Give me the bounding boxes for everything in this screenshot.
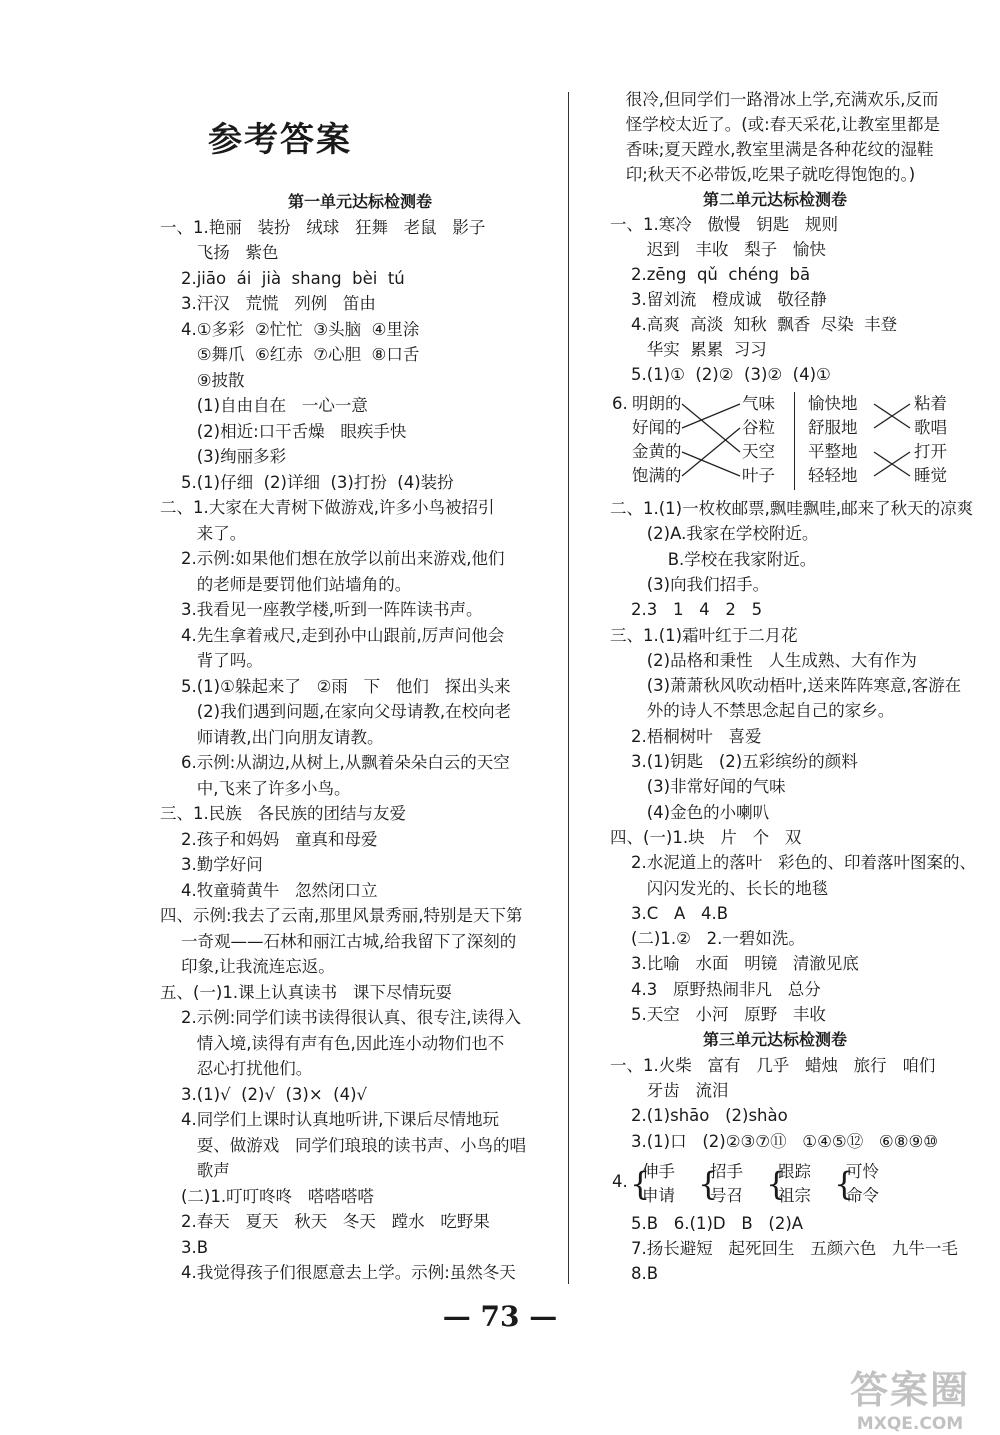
brace-icon: { (766, 1165, 787, 1203)
brace-word: 可怜 (846, 1162, 879, 1181)
brace-icon: { (698, 1165, 719, 1203)
answer-line: 迟到 丰收 梨子 愉快 (610, 240, 826, 259)
answer-line: 四、(一)1.块 片 个 双 (610, 827, 802, 847)
match-right-a: 叶子 (742, 466, 775, 485)
answer-line: 5.天空 小河 原野 丰收 (610, 1005, 826, 1024)
match-left-a: 饱满的 (632, 466, 682, 485)
answer-line: 二、1.(1)一枚枚邮票,飘哇飘哇,邮来了秋天的凉爽 (610, 499, 974, 518)
answer-line: 2.(1)shāo (2)shào (610, 1106, 788, 1126)
brace-word: 招手 (710, 1162, 743, 1181)
answer-line: 的老师是要罚他们站墙角的。 (160, 574, 412, 594)
answer-line: (1)自由自在 一心一意 (160, 396, 368, 415)
answer-line: 3.比喻 水面 明镜 清澈见底 (610, 954, 859, 974)
brace-pair (710, 1160, 743, 1208)
watermark-text: 答案圈 (849, 1368, 970, 1412)
answer-line: 2.春天 夏天 秋天 冬天 蹚水 吃野果 (160, 1212, 490, 1231)
match-left-a: 好闻的 (632, 418, 682, 437)
section-heading: 第一单元达标检测卷 (287, 192, 432, 211)
answer-line: 五、(一)1.课上认真读书 课下尽情玩耍 (160, 982, 452, 1002)
answer-line: 2.3 1 4 2 5 (610, 600, 763, 620)
answer-line: (3)绚丽多彩 (160, 447, 287, 466)
match-left-a: 金黄的 (632, 442, 682, 461)
answer-line: B.学校在我家附近。 (610, 549, 817, 569)
match-right-b: 打开 (914, 442, 947, 461)
answer-line: 一奇观——石林和丽江古城,给我留下了深刻的 (160, 931, 517, 951)
matching-separator (794, 392, 795, 490)
answer-line: (4)金色的小喇叭 (610, 802, 770, 822)
answer-line: 7.扬长避短 起死回生 五颜六色 九牛一毛 (610, 1239, 958, 1258)
answer-line: 背了吗。 (160, 651, 263, 670)
answer-line: 一、1.寒冷 傲慢 钥匙 规则 (610, 215, 838, 234)
answer-line: (二)1.② 2.一碧如洗。 (610, 929, 805, 949)
answer-line: 华实 累累 习习 (610, 340, 767, 359)
match-right-a: 谷粒 (742, 418, 775, 437)
match-left-b: 愉快地 (808, 394, 858, 413)
answer-line: 3.(1)口 (2)②③⑦⑪ ①④⑤⑫ ⑥⑧⑨⑩ (610, 1131, 939, 1151)
answer-line: 5.(1)①躲起来了 ②雨 下 他们 探出头来 (160, 676, 511, 696)
answer-line: 师请教,出门向朋友请教。 (160, 727, 384, 747)
watermark-url: MXQE.COM (856, 1414, 964, 1434)
answer-line: 6.示例:从湖边,从树上,从飘着朵朵白云的天空 (160, 753, 510, 772)
answer-line: 2.示例:如果他们想在放学以前出来游戏,他们 (160, 549, 505, 568)
section-heading: 第三单元达标检测卷 (702, 1030, 847, 1050)
brace-exercise (612, 1160, 912, 1210)
answer-line: 4.3 原野热闹非凡 总分 (610, 979, 821, 999)
answer-line: 情入境,读得有声有色,因此连小动物们也不 (160, 1033, 505, 1053)
answer-line: 四、示例:我去了云南,那里风景秀丽,特别是天下第 (160, 906, 523, 925)
answer-line: 忍心打扰他们。 (160, 1059, 313, 1078)
answer-line: 外的诗人不禁思念起自己的家乡。 (610, 701, 895, 721)
match-left-b: 舒服地 (808, 418, 858, 437)
matching-label: 6. (612, 394, 628, 413)
brace-word: 命令 (846, 1186, 879, 1205)
answer-line: 一、1.艳丽 装扮 绒球 狂舞 老鼠 影子 (160, 217, 486, 237)
answer-line: 3.留刘流 橙成诚 敬径静 (610, 290, 827, 309)
answer-line: 5.(1)① (2)② (3)② (4)① (610, 365, 831, 384)
brace-icon: { (834, 1165, 855, 1203)
answer-line: 5.(1)仔细 (2)详细 (3)打扮 (4)装扮 (160, 472, 454, 492)
answer-line: (2)我们遇到问题,在家向父母请教,在校向老 (160, 702, 512, 721)
answer-line: 2.示例:同学们读书读得很认真、很专注,读得入 (160, 1008, 522, 1027)
answer-line: (二)1.叮叮咚咚 嗒嗒嗒嗒 (160, 1186, 374, 1206)
answer-line: 8.B (610, 1264, 659, 1283)
answer-line: 4.牧童骑黄牛 忽然闭口立 (160, 880, 378, 900)
page-number: — 73 — (442, 1300, 558, 1333)
answer-line: (3)萧萧秋风吹动梧叶,送来阵阵寒意,客游在 (610, 676, 962, 696)
answer-line: 2.梧桐树叶 喜爱 (610, 726, 762, 746)
column-divider (568, 92, 569, 1284)
answer-line: 耍、做游戏 同学们琅琅的读书声、小鸟的唱 (160, 1135, 526, 1155)
answer-line: 3.(1)钥匙 (2)五彩缤纷的颜料 (610, 752, 858, 771)
answer-line: 4.同学们上课时认真地听讲,下课后尽情地玩 (160, 1110, 499, 1129)
brace-word: 申请 (642, 1186, 675, 1205)
brace-word: 伸手 (642, 1162, 675, 1181)
answer-line: 2.jiāo ái jià shang bèi tú (160, 268, 405, 288)
answer-line: 2.zēng qǔ chéng bā (610, 265, 811, 284)
answer-line: 3.B (160, 1237, 209, 1257)
answer-line: 2.孩子和妈妈 童真和母爱 (160, 829, 378, 849)
section-heading: 第二单元达标检测卷 (702, 190, 847, 209)
match-left-a: 明朗的 (632, 394, 682, 413)
answer-line: 牙齿 流泪 (610, 1080, 729, 1100)
answer-line: 香味;夏天蹚水,教室里满是各种花纹的湿鞋 (610, 140, 934, 159)
answer-line: (3)非常好闻的气味 (610, 777, 786, 797)
answer-line: 闪闪发光的、长长的地毯 (610, 878, 829, 898)
answer-line: 3.勤学好问 (160, 855, 263, 874)
brace-pair (846, 1160, 879, 1208)
brace-label: 4. (612, 1172, 628, 1191)
answer-line: 三、1.(1)霜叶红于二月花 (610, 625, 798, 645)
page-title: 参考答案 (208, 120, 352, 160)
answer-line: 2.水泥道上的落叶 彩色的、印着落叶图案的、 (610, 853, 976, 873)
answer-line: 4.高爽 高淡 知秋 飘香 尽染 丰登 (610, 315, 898, 334)
answer-line: 飞扬 紫色 (160, 243, 279, 262)
answer-line: 印象,让我流连忘返。 (160, 957, 335, 976)
match-right-b: 睡觉 (914, 466, 947, 485)
answer-line: 三、1.民族 各民族的团结与友爱 (160, 804, 406, 823)
answer-line: ⑨披散 (160, 370, 245, 390)
brace-icon: { (630, 1165, 651, 1203)
brace-word: 祖宗 (778, 1186, 811, 1205)
match-right-a: 气味 (742, 394, 775, 413)
answer-line: (2)品格和秉性 人生成熟、大有作为 (610, 650, 917, 670)
answer-line: 中,飞来了许多小鸟。 (160, 778, 351, 798)
answer-line: 一、1.火柴 富有 几乎 蜡烛 旅行 咱们 (610, 1055, 936, 1075)
brace-pair (642, 1160, 675, 1208)
brace-word: 跟踪 (778, 1162, 811, 1181)
answer-line: 二、1.大家在大青树下做游戏,许多小鸟被招引 (160, 498, 495, 517)
answer-line: 怪学校太近了。(或:春天采花,让教室里都是 (610, 115, 940, 134)
answer-line: 印;秋天不必带饭,吃果子就吃得饱饱的。) (610, 165, 916, 184)
match-right-b: 歌唱 (914, 418, 947, 437)
answer-line: 4.我觉得孩子们很愿意去上学。示例:虽然冬天 (160, 1263, 516, 1282)
answer-line: 歌声 (160, 1161, 230, 1180)
answer-line: 4.先生拿着戒尺,走到孙中山跟前,厉声问他会 (160, 625, 505, 645)
answer-line: ⑤舞爪 ⑥红赤 ⑦心胆 ⑧口舌 (160, 345, 420, 364)
matching-exercise (612, 392, 972, 496)
match-left-b: 轻轻地 (808, 466, 858, 485)
answer-line: 3.(1)√ (2)√ (3)× (4)√ (160, 1084, 368, 1104)
answer-line: 3.汗汉 荒慌 列例 笛由 (160, 294, 376, 313)
brace-word: 号召 (710, 1186, 743, 1205)
watermark-logo (830, 1359, 990, 1434)
match-left-b: 平整地 (808, 442, 858, 461)
answer-line: 5.B 6.(1)D B (2)A (610, 1214, 804, 1233)
match-right-a: 天空 (742, 442, 775, 461)
match-right-b: 粘着 (914, 394, 947, 413)
answer-line: (3)向我们招手。 (610, 574, 770, 594)
answer-line: (2)A.我家在学校附近。 (610, 524, 819, 544)
answer-line: 3.我看见一座教学楼,听到一阵阵读书声。 (160, 600, 483, 619)
answer-line: 3.C A 4.B (610, 903, 729, 923)
answer-line: 很冷,但同学们一路滑冰上学,充满欢乐,反而 (610, 90, 939, 109)
answer-line: 来了。 (160, 523, 247, 543)
answer-line: (2)相近:口干舌燥 眼疾手快 (160, 421, 407, 441)
answer-line: 4.①多彩 ②忙忙 ③头脑 ④里涂 (160, 319, 420, 339)
brace-pair (778, 1160, 811, 1208)
